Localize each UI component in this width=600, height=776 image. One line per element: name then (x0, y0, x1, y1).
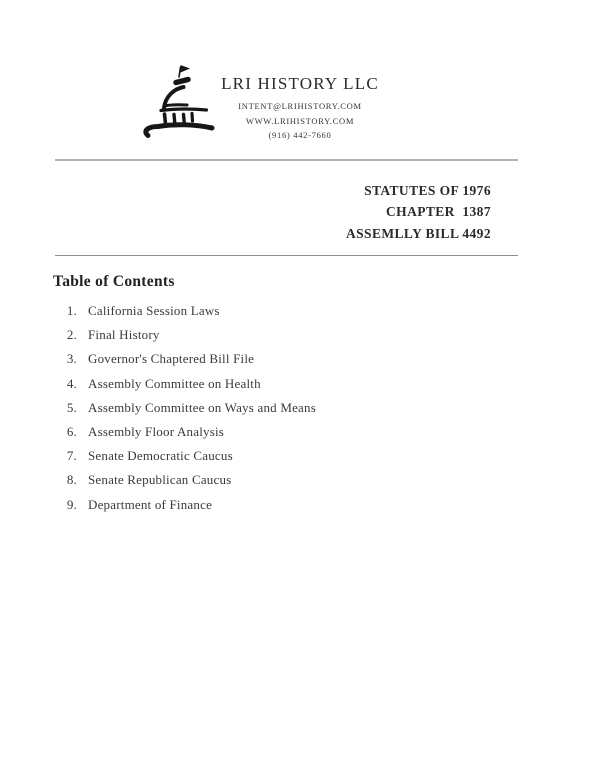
toc-item-label: Department of Finance (88, 496, 213, 512)
contact-info (170, 99, 430, 143)
toc-item-label: Assembly Committee on Ways and Means (88, 399, 316, 415)
toc-item-label: Final History (88, 327, 160, 343)
toc-list (55, 304, 316, 522)
toc-item (55, 473, 316, 486)
toc-item (55, 425, 316, 438)
statutes-chapter-line: CHAPTER 1387 (386, 204, 491, 220)
contact-website: WWW.LRIHISTORY.COM (245, 115, 355, 126)
contact-phone: (916) 442-7660 (268, 130, 332, 140)
toc-item (55, 352, 316, 365)
toc-item-number: 6. (66, 423, 77, 439)
toc-item (55, 401, 316, 414)
statutes-year-line: STATUTES OF 1976 (364, 183, 491, 198)
toc-item-number: 1. (66, 303, 77, 318)
toc-item-number: 8. (66, 472, 77, 488)
toc-item-label: Assembly Committee on Health (88, 375, 261, 391)
divider-top (55, 159, 518, 161)
toc-item-number: 5. (66, 399, 77, 415)
toc-item-label: Senate Democratic Caucus (88, 448, 233, 464)
toc-item (55, 377, 316, 390)
company-name: LRI HISTORY LLC (221, 74, 379, 93)
toc-item (55, 328, 316, 341)
toc-item-label: Governor's Chaptered Bill File (88, 351, 255, 367)
toc-item-number: 7. (66, 448, 77, 464)
toc-item (55, 498, 316, 511)
toc-item-number: 9. (66, 496, 77, 512)
toc-item-number: 3. (66, 351, 77, 367)
contact-email: INTENT@LRIHISTORY.COM (238, 101, 362, 111)
divider-bottom (55, 255, 518, 256)
toc-item-label: Senate Republican Caucus (88, 472, 232, 488)
toc-title: Table of Contents (53, 273, 175, 290)
toc-item (55, 304, 316, 317)
toc-item-number: 2. (66, 327, 77, 343)
toc-item-number: 4. (66, 375, 77, 391)
toc-item-label: California Session Laws (88, 303, 220, 318)
letterhead (170, 74, 430, 143)
toc-item-label: Assembly Floor Analysis (88, 423, 225, 439)
toc-item (55, 449, 316, 462)
statutes-bill-line: ASSEMLLY BILL 4492 (345, 225, 491, 241)
statutes-block (346, 180, 491, 244)
